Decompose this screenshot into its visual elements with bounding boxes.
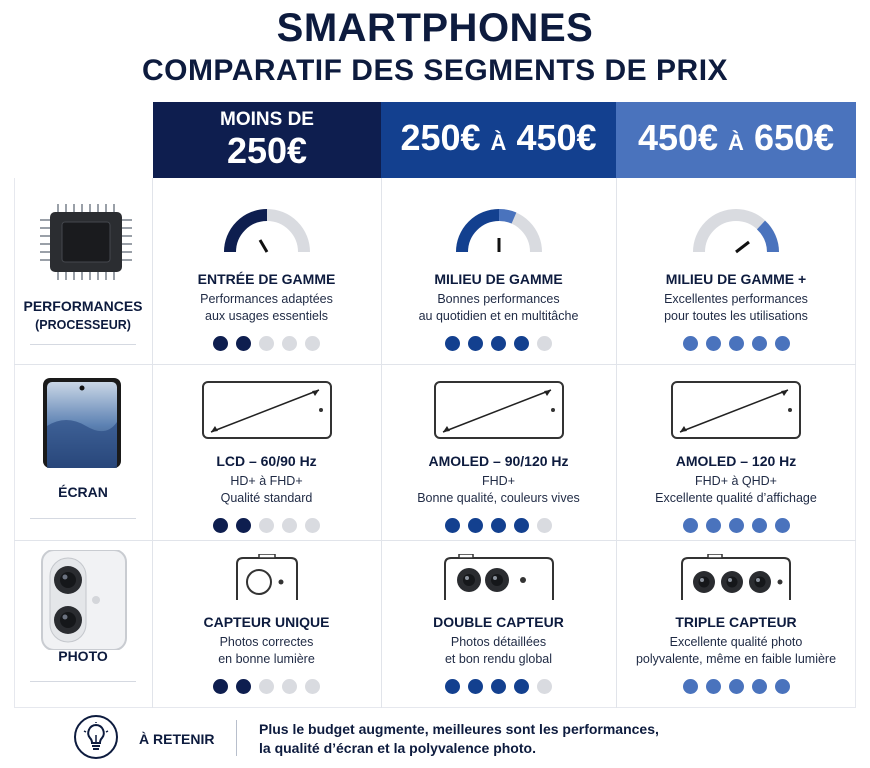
cell-desc-1: Performances adaptées (200, 292, 333, 306)
rating-dot-filled (236, 679, 251, 694)
rating-dots (445, 518, 552, 533)
rating-dot-filled (706, 679, 721, 694)
cell-desc-2: Excellente qualité d’affichage (655, 491, 817, 505)
rating-dot-filled (752, 518, 767, 533)
rating-dot-empty (305, 679, 320, 694)
rating-dot-filled (683, 336, 698, 351)
cell-photo-3 (616, 554, 856, 694)
processor-chip-icon (36, 200, 136, 284)
cell-desc-1: FHD+ (482, 474, 515, 488)
cell-desc-1: Photos détaillées (450, 635, 547, 649)
cell-perf-2 (381, 208, 616, 351)
dual-camera-icon (443, 554, 555, 602)
row-label-photo: PHOTO (58, 648, 108, 664)
rating-dot-filled (775, 679, 790, 694)
rating-dot-filled (752, 679, 767, 694)
cell-screen-1 (152, 380, 381, 533)
rating-dots (213, 336, 320, 351)
cell-desc-2: Bonne qualité, couleurs vives (417, 491, 580, 505)
rating-dot-filled (213, 336, 228, 351)
rating-dot-filled (468, 518, 483, 533)
cell-title: TRIPLE CAPTEUR (675, 614, 797, 630)
rating-dot-filled (514, 518, 529, 533)
rating-dots (683, 679, 790, 694)
rating-dot-filled (752, 336, 767, 351)
rating-dot-filled (491, 518, 506, 533)
rating-dot-filled (683, 679, 698, 694)
cell-screen-2 (381, 380, 616, 533)
header-col-3-from: 450€ (637, 116, 719, 158)
rating-dot-filled (468, 679, 483, 694)
gauge-low-icon (222, 208, 312, 256)
cell-title: AMOLED – 90/120 Hz (428, 453, 569, 469)
cell-title: DOUBLE CAPTEUR (433, 614, 564, 630)
footer-line-1: Plus le budget augmente, meilleures sont les performances, (259, 721, 659, 737)
screen-diagonal-icon (670, 380, 802, 440)
rating-dot-filled (491, 679, 506, 694)
rating-dot-filled (729, 679, 744, 694)
cell-title: CAPTEUR UNIQUE (203, 614, 330, 630)
cell-desc-2: et bon rendu global (444, 652, 553, 666)
rating-dot-filled (514, 336, 529, 351)
cell-photo-2 (381, 554, 616, 694)
header-col-3-to: 650€ (753, 116, 835, 158)
header-col-2 (381, 102, 616, 178)
rating-dot-filled (491, 336, 506, 351)
rating-dot-filled (468, 336, 483, 351)
header-col-2-to: 450€ (516, 116, 597, 158)
cell-desc-1: Photos correctes (219, 635, 314, 649)
cell-title: ENTRÉE DE GAMME (197, 271, 336, 287)
footer-line-2: la qualité d’écran et la polyvalence photo. (259, 740, 536, 756)
rating-dot-empty (537, 336, 552, 351)
rating-dot-empty (282, 518, 297, 533)
cell-desc-1: Excellentes performances (664, 292, 808, 306)
cell-desc-2: Qualité standard (220, 491, 313, 505)
triple-camera-icon (680, 554, 792, 602)
cell-title: AMOLED – 120 Hz (675, 453, 797, 469)
cell-desc-1: Excellente qualité photo (669, 635, 803, 649)
screen-diagonal-icon (201, 380, 333, 440)
rating-dot-empty (537, 679, 552, 694)
rating-dot-filled (706, 336, 721, 351)
rating-dot-empty (305, 518, 320, 533)
cell-desc-1: Bonnes performances (437, 292, 560, 306)
rating-dot-filled (445, 679, 460, 694)
rating-dot-empty (305, 336, 320, 351)
rating-dots (445, 336, 552, 351)
cell-desc-2: aux usages essentiels (205, 309, 328, 323)
rating-dot-filled (445, 336, 460, 351)
rating-dots (683, 336, 790, 351)
rating-dot-empty (259, 518, 274, 533)
lightbulb-icon (74, 715, 118, 759)
screen-diagonal-icon (433, 380, 565, 440)
cell-desc-2: en bonne lumière (218, 652, 315, 666)
rating-dots (213, 679, 320, 694)
rating-dots (445, 679, 552, 694)
rating-dot-filled (729, 336, 744, 351)
row-label-ecran: ÉCRAN (58, 484, 108, 500)
rating-dot-filled (729, 518, 744, 533)
cell-desc-2: au quotidien et en multitâche (418, 309, 579, 323)
header-col-1-price: 250€ (226, 130, 308, 171)
page-title: SMARTPHONES (276, 6, 594, 50)
cell-desc-1: FHD+ à QHD+ (695, 474, 777, 488)
row-label-performances: PERFORMANCES (PROCESSEUR) (14, 298, 152, 332)
cell-title: MILIEU DE GAMME + (665, 271, 807, 287)
rating-dot-empty (282, 336, 297, 351)
rating-dot-empty (537, 518, 552, 533)
rating-dot-filled (683, 518, 698, 533)
rating-dot-filled (213, 518, 228, 533)
rating-dot-filled (236, 518, 251, 533)
rating-dot-empty (282, 679, 297, 694)
page-subtitle: COMPARATIF DES SEGMENTS DE PRIX (141, 54, 729, 87)
cell-desc-1: HD+ à FHD+ (230, 474, 303, 488)
comparison-table (14, 102, 856, 708)
header-col-1-small: MOINS DE (220, 109, 314, 130)
cell-photo-1 (152, 554, 381, 694)
single-camera-icon (235, 554, 299, 602)
rating-dot-empty (259, 679, 274, 694)
cell-desc-2: polyvalente, même en faible lumière (635, 652, 837, 666)
header-col-2-from: 250€ (400, 116, 481, 158)
rating-dot-filled (213, 679, 228, 694)
table-body (14, 178, 856, 708)
header-col-2-sep: À (490, 129, 507, 155)
rating-dots (213, 518, 320, 533)
rating-dot-empty (259, 336, 274, 351)
cell-desc-2: pour toutes les utilisations (664, 309, 808, 323)
rating-dot-filled (706, 518, 721, 533)
cell-title: MILIEU DE GAMME (434, 271, 563, 287)
rating-dots (683, 518, 790, 533)
phone-camera-icon (36, 550, 128, 650)
header-col-3 (616, 102, 856, 178)
header-col-3-sep: À (728, 129, 744, 155)
cell-perf-3 (616, 208, 856, 351)
header-col-1 (153, 102, 381, 178)
rating-dot-filled (514, 679, 529, 694)
rating-dot-filled (775, 336, 790, 351)
cell-screen-3 (616, 380, 856, 533)
footer-label: À RETENIR (139, 731, 215, 747)
gauge-mid-icon (454, 208, 544, 256)
smartphone-screen-icon (41, 376, 123, 470)
cell-perf-1 (152, 208, 381, 351)
cell-title: LCD – 60/90 Hz (216, 453, 317, 469)
rating-dot-filled (775, 518, 790, 533)
footer (14, 710, 856, 766)
rating-dot-filled (236, 336, 251, 351)
rating-dot-filled (445, 518, 460, 533)
gauge-high-icon (691, 208, 781, 256)
footer-conclusion (259, 720, 659, 758)
row-sublabel-processeur: (PROCESSEUR) (35, 318, 131, 332)
